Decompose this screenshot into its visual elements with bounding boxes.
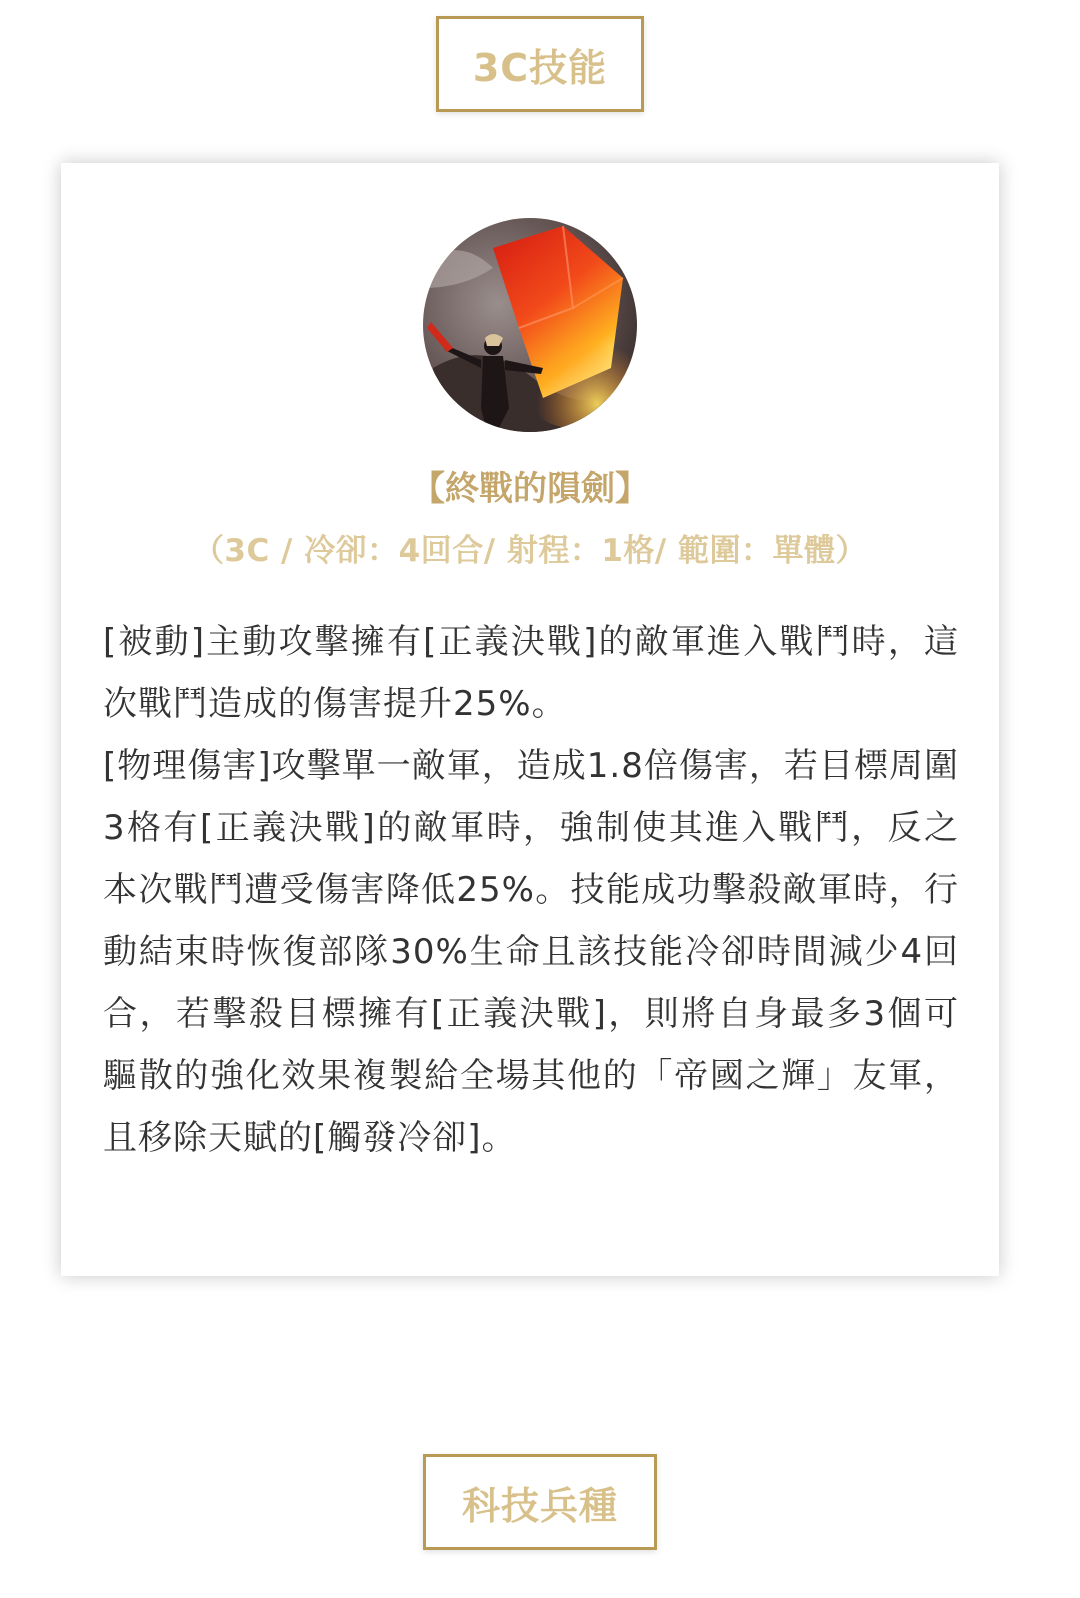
skill-portrait-icon (423, 218, 637, 432)
skill-description-passive: [被動]主動攻擊擁有[正義決戰]的敵軍進入戰鬥時，這次戰鬥造成的傷害提升25%。 (103, 622, 959, 724)
section-title-3c-skill (436, 16, 644, 112)
section-title-text: 科技兵種 (461, 1483, 618, 1528)
skill-description (103, 611, 959, 1169)
skill-description-active: [物理傷害]攻擊單一敵軍，造成1.8倍傷害，若目標周圍3格有[正義決戰]的敵軍時，強制使其進入戰鬥，反之本次戰鬥遭受傷害降低25%。技能成功擊殺敵軍時，行動結束時恢復部隊30%生命且該技能冷卻時間減少4回合，若擊殺目標擁有[正義決戰]，則將自身最多3個可驅散的強化效果複製給全場其他的「帝國之輝」友軍，且移除天賦的[觸發冷卻]。 (103, 746, 959, 1158)
skill-name: 【終戰的隕劍】 (411, 469, 649, 509)
section-title-tech-unit (423, 1454, 657, 1550)
section-title-text: 3C技能 (472, 45, 608, 90)
skill-card (61, 163, 999, 1276)
skill-meta: （3C / 冷卻：4回合/ 射程：1格/ 範圍：單體） (192, 533, 868, 569)
